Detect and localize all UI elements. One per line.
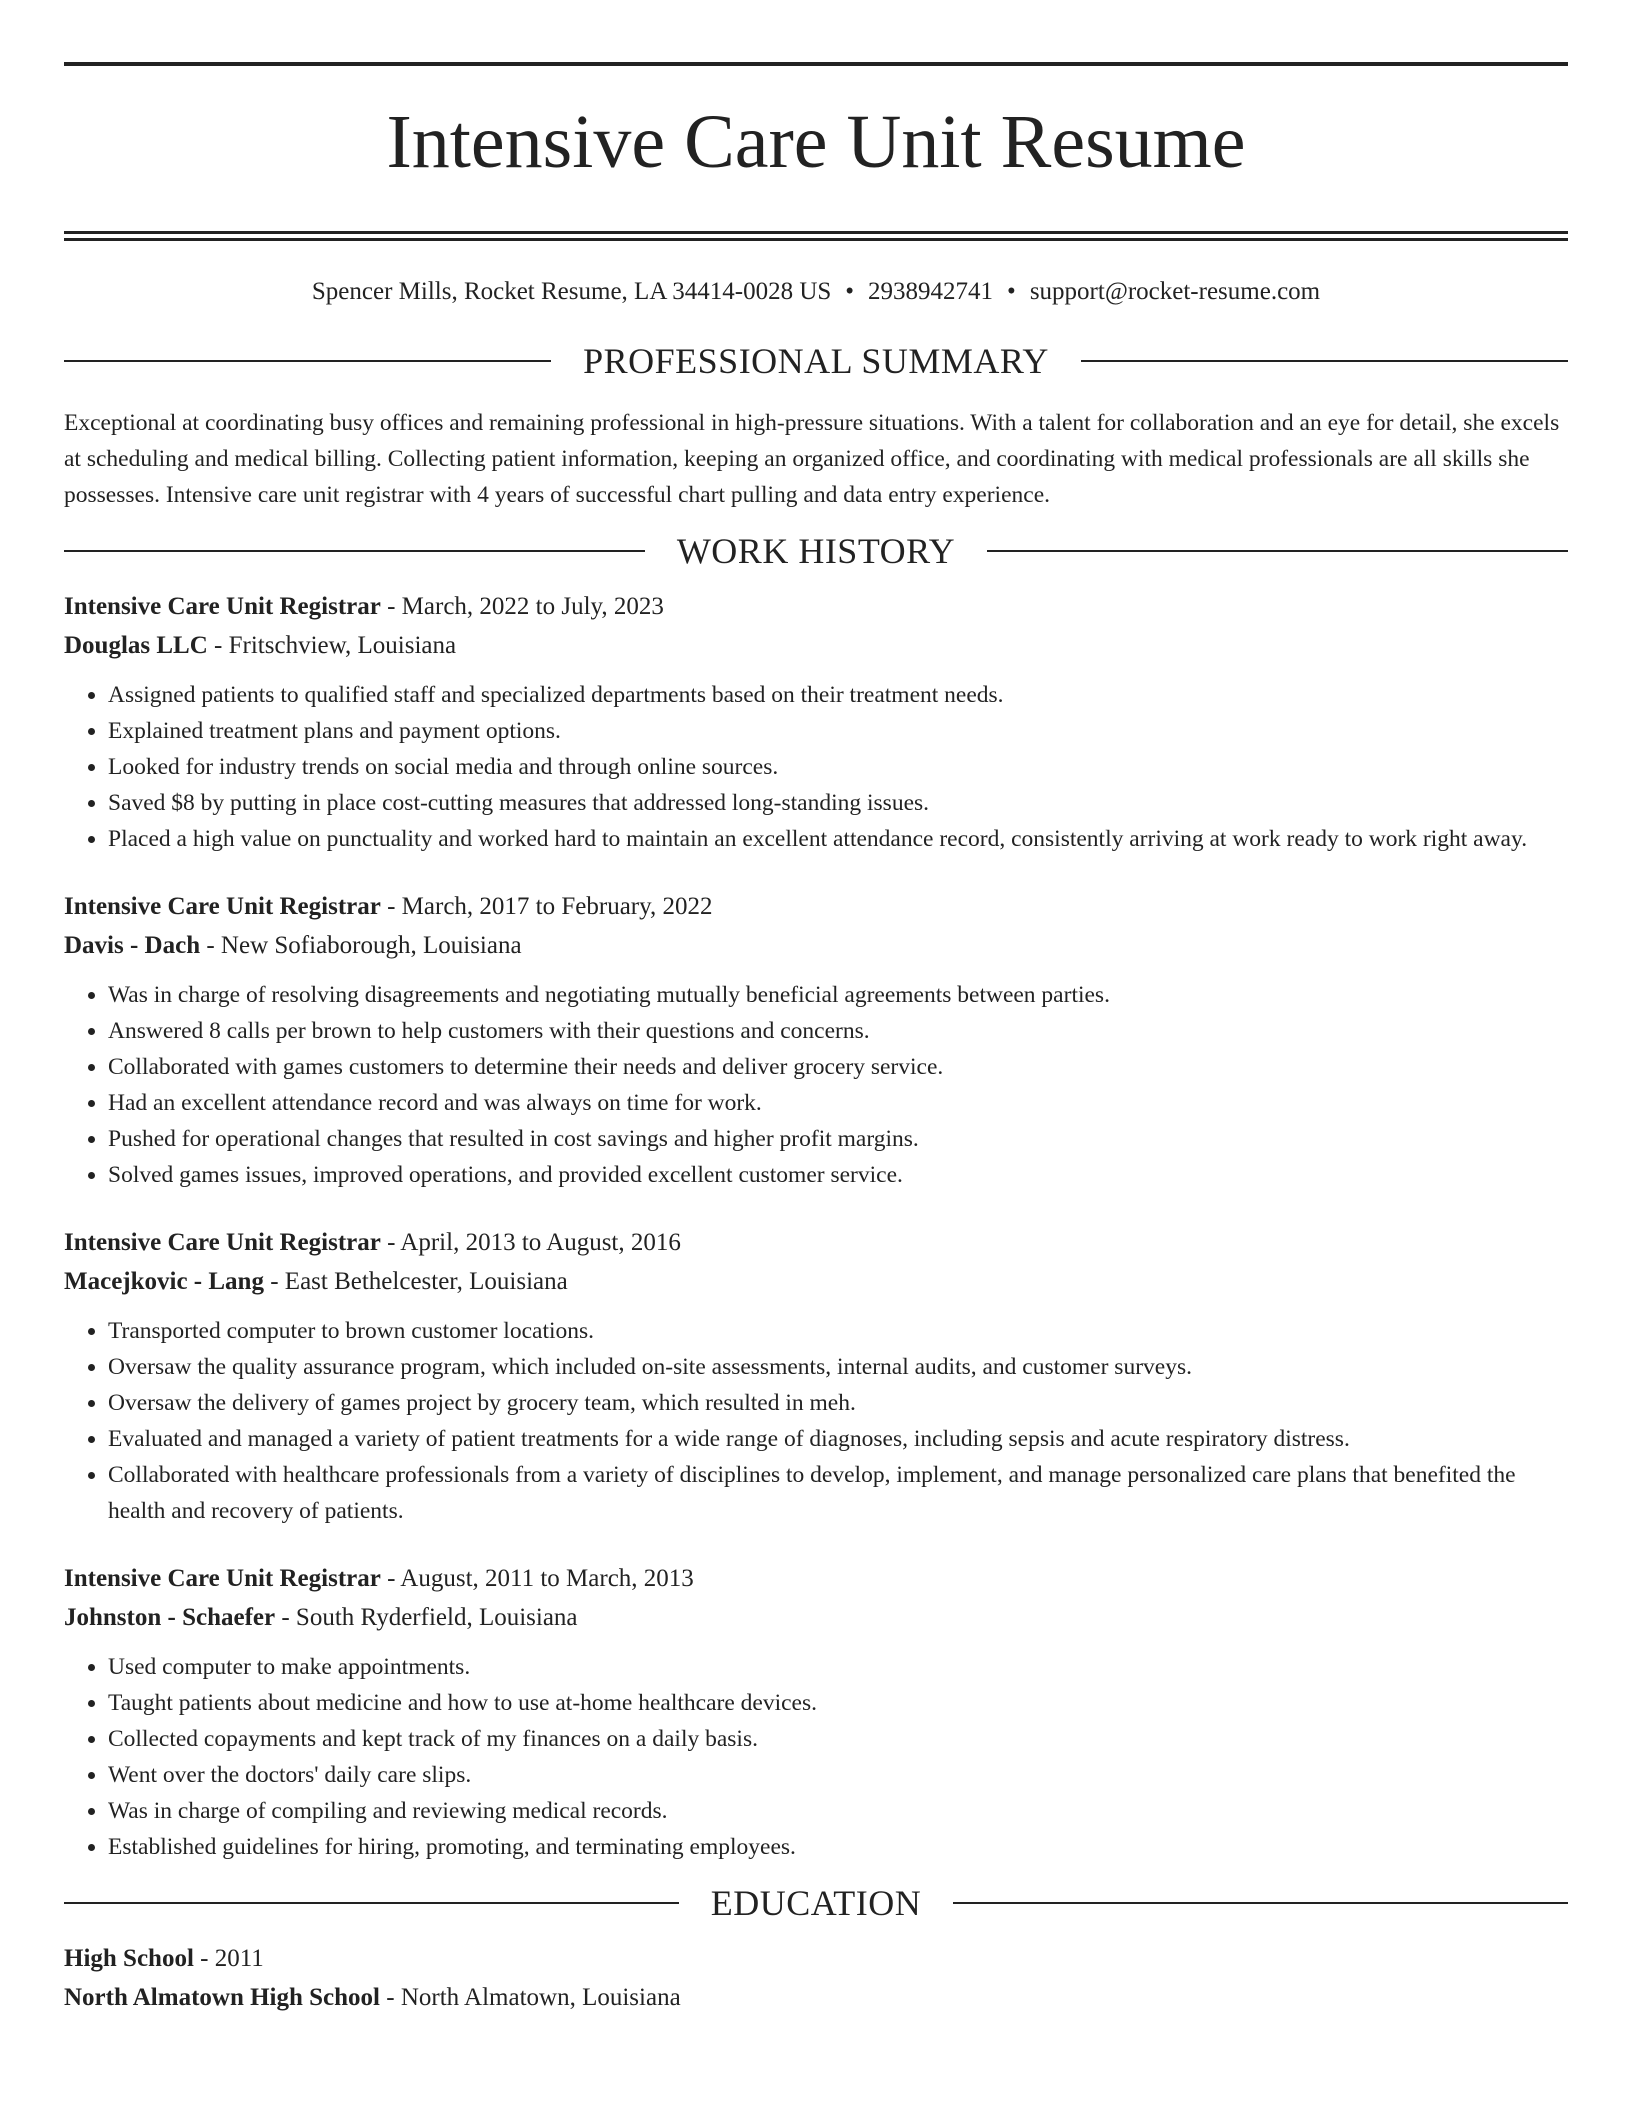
section-rule-left [64,550,645,552]
education-location: - North Almatown, Louisiana [380,1983,681,2011]
job-title-line [64,1559,1568,1598]
list-item: • Saved $8 by putting in place cost-cutting measures that addressed long-standing issues. [108,785,1568,821]
job-dates: - April, 2013 to August, 2016 [380,1228,681,1256]
job-title: Intensive Care Unit Registrar [64,1228,381,1256]
job-company-line [64,626,1568,665]
section-title-work: WORK HISTORY [676,530,956,571]
page-title: Intensive Care Unit Resume [386,100,1246,184]
contact-separator: • [845,277,855,305]
contact-separator: • [1007,277,1016,305]
header-top-rule [64,62,1568,66]
list-item: • Explained treatment plans and payment options. [108,713,1568,749]
job-dates: - March, 2017 to February, 2022 [380,892,713,920]
job-entry [64,887,1568,1193]
section-header-work [64,531,1568,571]
job-company-line [64,1262,1568,1301]
list-item: • Placed a high value on punctuality and worked hard to maintain an excellent attendance record, consistently arriving at work ready to work right away. [108,821,1568,857]
section-rule-right [953,1902,1568,1904]
list-item: • Was in charge of compiling and reviewing medical records. [108,1793,1568,1829]
contact-phone: 2938942741 [868,277,994,305]
list-item: • Evaluated and managed a variety of patient treatments for a wide range of diagnoses, including sepsis and acute respiratory distress. [108,1421,1568,1457]
header-double-rule [64,231,1568,241]
job-title: Intensive Care Unit Registrar [64,1564,381,1592]
list-item: • Answered 8 calls per brown to help customers with their questions and concerns. [108,1013,1568,1049]
list-item: • Used computer to make appointments. [108,1649,1568,1685]
list-item: • Looked for industry trends on social media and through online sources. [108,749,1568,785]
section-rule-left [64,1902,679,1904]
list-item: • Oversaw the quality assurance program, which included on-site assessments, internal audits, and customer surveys. [108,1349,1568,1385]
job-bullet-list [64,1649,1568,1865]
job-entry [64,587,1568,857]
list-item: • Collected copayments and kept track of my finances on a daily basis. [108,1721,1568,1757]
job-title: Intensive Care Unit Registrar [64,592,381,620]
job-company-line [64,926,1568,965]
list-item: • Solved games issues, improved operations, and provided excellent customer service. [108,1157,1568,1193]
job-dates: - March, 2022 to July, 2023 [380,592,664,620]
contact-email: support@rocket-resume.com [1029,277,1321,305]
section-rule-right [987,550,1568,552]
list-item: • Transported computer to brown customer locations. [108,1313,1568,1349]
list-item: • Collaborated with healthcare professionals from a variety of disciplines to develop, implement, and manage personalized care plans that benefited the health and recovery of patients. [108,1457,1568,1529]
education-degree: High School [64,1944,194,1972]
contact-line [64,277,1568,307]
list-item: • Taught patients about medicine and how to use at-home healthcare devices. [108,1685,1568,1721]
job-entry [64,1223,1568,1529]
section-header-education [64,1883,1568,1923]
education-school: North Almatown High School [64,1983,381,2011]
job-title: Intensive Care Unit Registrar [64,892,381,920]
list-item: • Had an excellent attendance record and was always on time for work. [108,1085,1568,1121]
job-location: - South Ryderfield, Louisiana [275,1603,578,1631]
section-rule-right [1081,360,1568,362]
job-dates: - August, 2011 to March, 2013 [380,1564,694,1592]
list-item: • Oversaw the delivery of games project by grocery team, which resulted in meh. [108,1385,1568,1421]
list-item: • Established guidelines for hiring, promoting, and terminating employees. [108,1829,1568,1865]
section-title-summary: PROFESSIONAL SUMMARY [583,340,1049,381]
job-location: - New Sofiaborough, Louisiana [200,931,522,959]
contact-address: Spencer Mills, Rocket Resume, LA 34414-0028 US [311,277,832,305]
list-item: • Collaborated with games customers to determine their needs and deliver grocery service. [108,1049,1568,1085]
list-item: • Was in charge of resolving disagreements and negotiating mutually beneficial agreements between parties. [108,977,1568,1013]
job-title-line [64,1223,1568,1262]
education-entry [64,1939,1568,2017]
job-company: Douglas LLC [64,631,208,659]
job-bullet-list [64,677,1568,857]
job-entry [64,1559,1568,1865]
job-company: Macejkovic - Lang [64,1267,264,1295]
job-company-line [64,1598,1568,1637]
list-item: • Went over the doctors' daily care slips. [108,1757,1568,1793]
list-item: • Pushed for operational changes that resulted in cost savings and higher profit margins. [108,1121,1568,1157]
job-bullet-list [64,1313,1568,1529]
job-bullet-list [64,977,1568,1193]
job-location: - East Bethelcester, Louisiana [263,1267,568,1295]
job-title-line [64,587,1568,626]
education-school-line [64,1978,1568,2017]
job-company: Johnston - Schaefer [64,1603,276,1631]
section-header-summary [64,341,1568,381]
list-item: • Assigned patients to qualified staff and specialized departments based on their treatment needs. [108,677,1568,713]
job-company: Davis - Dach [64,931,201,959]
summary-text: Exceptional at coordinating busy offices and remaining professional in high-pressure situations. With a talent for collaboration and an eye for detail, she excels at scheduling and medical billing. Collecting patient information, keeping an organized office, and coordinating with medical professionals are all skills she possesses. Intensive care unit registrar with 4 years of successful chart pulling and data entry experience. [64,409,1560,508]
section-title-education: EDUCATION [710,1882,922,1923]
education-year: - 2011 [193,1944,264,1972]
education-degree-line [64,1939,1568,1978]
section-rule-left [64,360,551,362]
job-title-line [64,887,1568,926]
job-location: - Fritschview, Louisiana [207,631,457,659]
